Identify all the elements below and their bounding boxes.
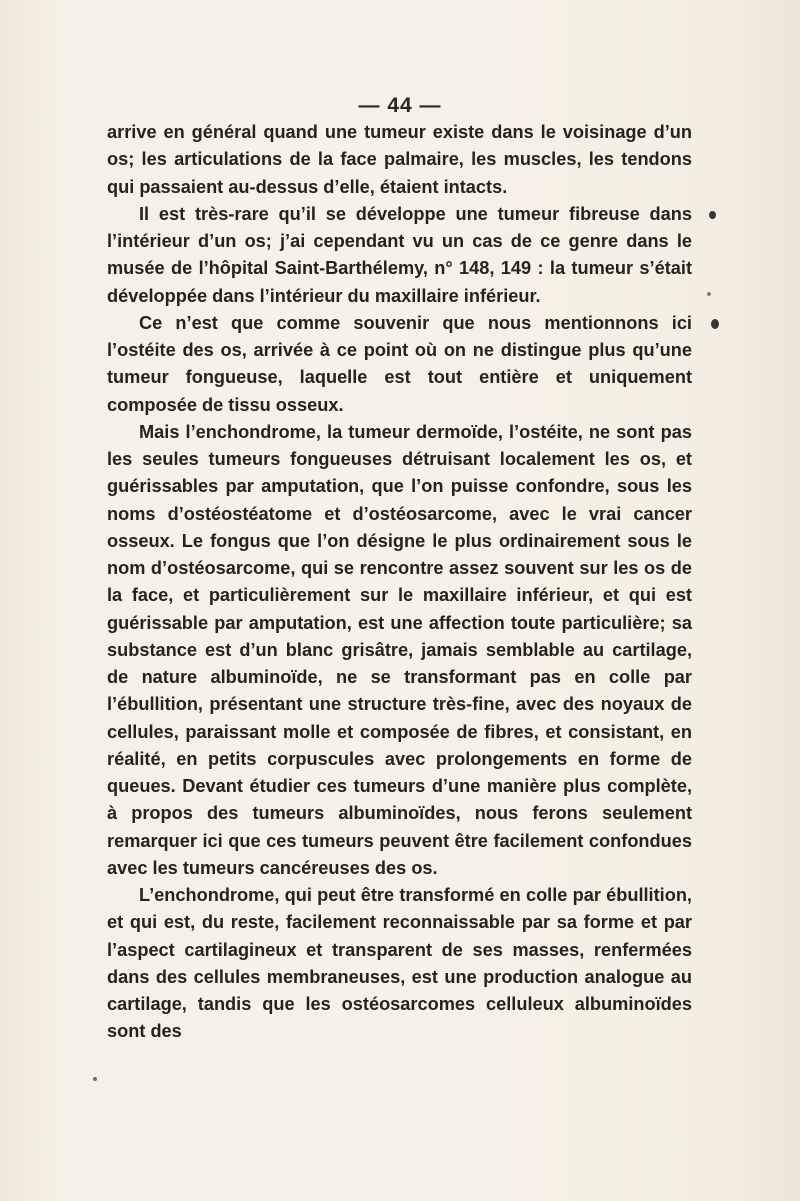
paragraph-2: Il est très-rare qu’il se développe une tumeur fibreuse dans l’intérieur d’un os; j’ai cependant vu un cas de ce genre dans le musée de l’hôpital Saint-Barthélemy, n° 148, 149 : la tumeur s’était développée dans l’intérieur du maxillaire inférieur. <box>107 203 692 306</box>
paragraph-1: arrive en général quand une tumeur existe dans le voisinage d’un os; les articulations de la face palmaire, les muscles, les tendons qui passaient au-dessus d’elle, étaient intacts. <box>107 122 692 197</box>
ink-spot <box>711 319 719 329</box>
paragraph-5: L’enchondrome, qui peut être transformé en colle par ébullition, et qui est, du reste, facilement reconnaissable par sa forme et par l’aspect cartilagineux et transparent de ses masses, renfermées dans des cellules membraneuses, est une production analogue au cartilage, tandis que les ostéosarcomes celluleux albuminoïdes sont des <box>107 885 692 1042</box>
page-number: — 44 — <box>358 94 442 117</box>
ink-spot <box>93 1077 97 1081</box>
ink-spot <box>709 211 716 219</box>
ink-spot <box>707 292 711 296</box>
body-text <box>107 119 692 1046</box>
paragraph-3: Ce n’est que comme souvenir que nous mentionnons ici l’ostéite des os, arrivée à ce point où on ne distingue plus qu’une tumeur fongueuse, laquelle est tout entière et uniquement composée de tissu osseux. <box>107 312 692 415</box>
paragraph-4: Mais l’enchondrome, la tumeur dermoïde, l’ostéite, ne sont pas les seules tumeurs fongueuses détruisant localement les os, et guérissables par amputation, que l’on puisse confondre, sous les noms d’ostéostéatome et d’ostéosarcome, avec le vrai cancer osseux. Le fongus que l’on désigne le plus ordinairement sous le nom d’ostéosarcome, qui se rencontre assez souvent sur les os de la face, et particulièrement sur le maxillaire inférieur, et qui est guérissable par amputation, est une affection toute particulière; sa substance est d’un blanc grisâtre, jamais semblable au cartilage, de nature albuminoïde, ne se transformant pas en colle par l’ébullition, présentant une structure très-fine, avec des noyaux de cellules, paraissant molle et composée de fibres, et consistant, en réalité, en petits corpuscules avec prolongements en forme de queues. Devant étudier ces tumeurs d’une manière plus complète, à propos des tumeurs albuminoïdes, nous ferons seulement remarquer ici que ces tumeurs peuvent être facilement confondues avec les tumeurs cancéreuses des os. <box>107 421 692 878</box>
